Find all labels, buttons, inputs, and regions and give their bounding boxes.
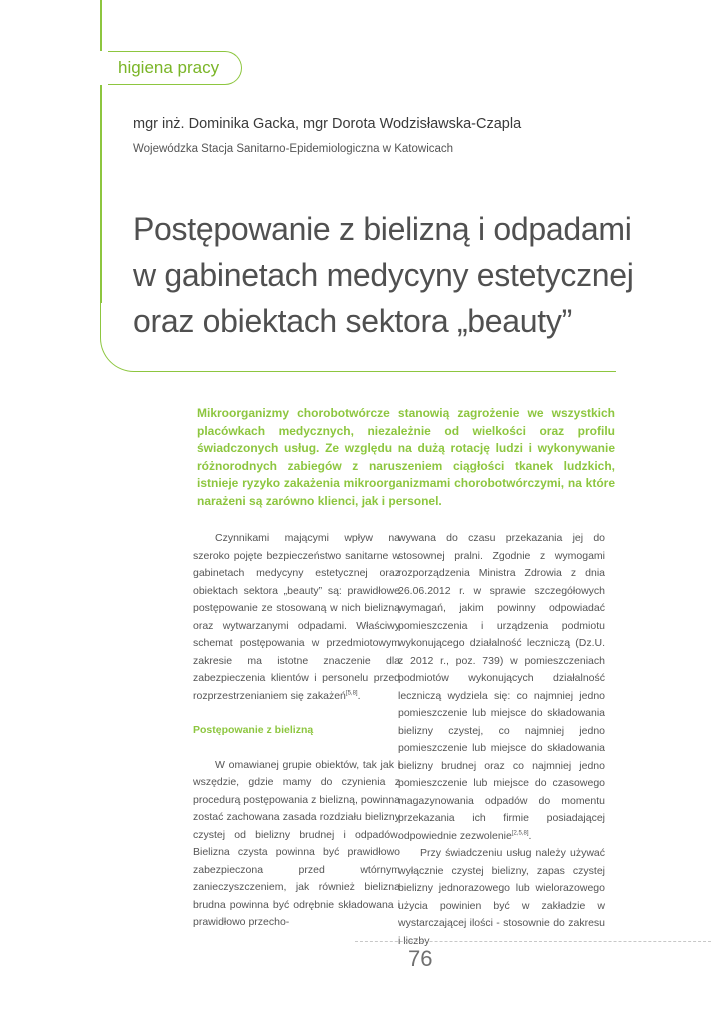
right-paragraph-1-end: . [528,829,532,842]
page-number: 76 [408,946,433,971]
left-paragraph-2: W omawianej grupie obiektów, tak jak i wszędzie, gdzie mamy do czynienia z procedurą postępowania z bielizną, powinna zostać zachowana zasada rozdziału bielizny czystej od bielizny brudnej i odpadów. Bielizna czysta powinna być prawidłowo zabezpieczona przed wtórnym zanieczyszczeniem, jak również bielizna brudna powinna być odrębnie składowana i prawidłowo przecho- [193,758,400,928]
article-title [133,206,633,344]
left-paragraph-1-end: . [357,689,361,702]
right-paragraph-2: Przy świadczeniu usług należy używać wyłącznie czystej bielizny, zapas czystej bielizny jednorazowego lub wielorazowego użycia powinien być w zakładzie w wystarczającej ilości - stosownie do zakresu i liczby [398,847,605,947]
left-column [193,530,400,932]
frame-horizontal-line [139,371,616,373]
frame-vertical-line [100,85,102,303]
frame-vertical-line-top [100,0,102,51]
article-affiliation: Wojewódzka Stacja Sanitarno-Epidemiologiczna w Katowicach [133,143,454,155]
right-column [398,530,605,950]
reference-marker: [2,5,8] [511,830,529,836]
subheading-linen: Postępowanie z bielizną [193,724,314,736]
footer-dashed-line [355,941,711,942]
left-paragraph-1-text: Czynnikami mającymi wpływ na szeroko pojęte bezpieczeństwo sanitarne w gabinetach medycyny estetycznej oraz obiektach sektora „beauty” są: prawidłowe postępowanie ze stosowaną w nich bielizną oraz wytwarzanymi odpadami. Właściwy schemat postępowania w przedmiotowym zakresie ma istotne znaczenie dla zabezpieczenia klientów i personelu przed rozprzestrzenianiem się zakażeń [193,532,400,702]
left-paragraph-1 [193,530,400,705]
right-paragraph-1 [398,530,605,845]
title-line-3: oraz obiektach sektora „beauty” [133,303,572,339]
article-lead: Mikroorganizmy chorobotwórcze stanowią zagrożenie we wszystkich placówkach medycznych, niezależnie od wielkości oraz profilu świadczonych usług. Ze względu na dużą rotację ludzi i wykonywanie różnorodnych zabiegów z naruszeniem ciągłości tkanek ludzkich, istnieje ryzyko zakażenia mikroorganizmami chorobotwórczymi, na które narażeni są zarówno klienci, jak i personel. [197,406,615,508]
section-label: higiena pracy [118,58,220,77]
article-authors: mgr inż. Dominika Gacka, mgr Dorota Wodzisławska-Czapla [133,116,522,132]
title-line-2: w gabinetach medycyny estetycznej [133,257,634,293]
right-paragraph-1-text: wywana do czasu przekazania jej do stosownej pralni. Zgodnie z wymogami rozporządzenia Ministra Zdrowia z dnia 26.06.2012 r. w sprawie szczegółowych wymagań, jakim powinny odpowiadać pomieszczenia i urządzenia podmiotu wykonującego działalność leczniczą (Dz.U. z 2012 r., poz. 739) w pomieszczeniach podmiotów wykonujących działalność leczniczą wydziela się: co najmniej jedno pomieszczenie lub miejsce do składowania bielizny czystej, co najmniej jedno pomieszczenie lub miejsce do składowania bielizny brudnej oraz co najmniej jedno pomieszczenie lub miejsce do czasowego magazynowania odpadów do momentu przekazania ich firmie posiadającej odpowiednie zezwolenie [398,532,605,842]
title-line-1: Postępowanie z bielizną i odpadami [133,211,632,247]
reference-marker: [5,8] [345,690,358,696]
